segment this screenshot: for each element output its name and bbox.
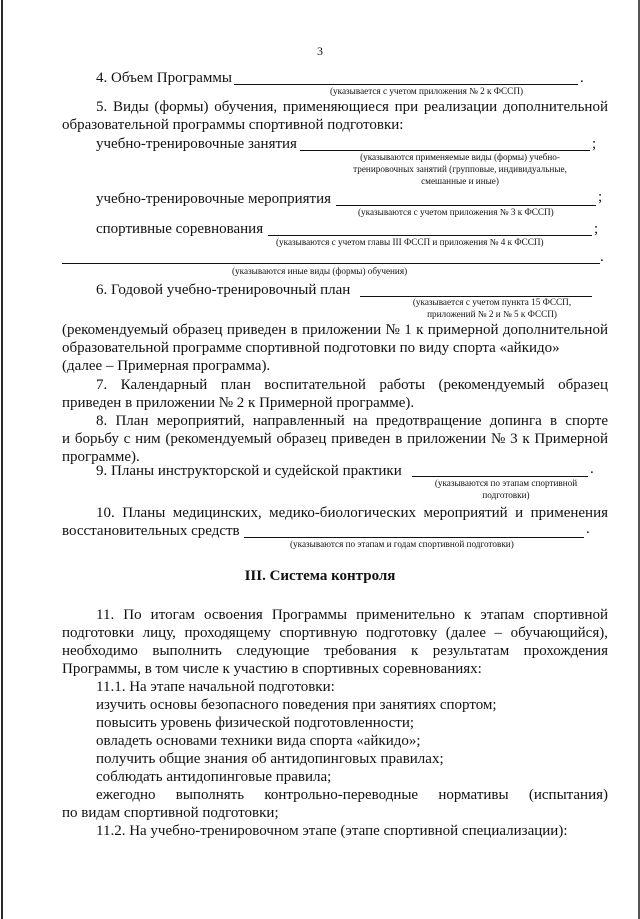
section-7-line-2: приведен в приложении № 2 к Примерной программе).	[62, 395, 415, 411]
section-10-label: восстановительных средств	[62, 523, 240, 539]
requirement-item-last-line-1: ежегодно выполнять контрольно-переводные нормативы (испытания)	[96, 787, 608, 803]
other-forms-end: .	[600, 249, 604, 265]
section-10-end: .	[586, 521, 590, 537]
section-10-note: (указываются по этапам и годам спортивной подготовки)	[290, 539, 514, 549]
competitions-fill-line	[268, 235, 592, 236]
section-9-end: .	[590, 461, 594, 477]
requirement-item: овладеть основами техники вида спорта «айкидо»;	[96, 733, 421, 749]
section-6-cont-2	[62, 339, 608, 357]
competitions-end: ;	[594, 221, 599, 237]
training-sessions-fill-line	[300, 150, 590, 151]
requirement-item: повысить уровень физической подготовленности;	[96, 715, 415, 731]
other-forms-note: (указываются иные виды (формы) обучения)	[232, 266, 408, 276]
training-events-end: ;	[598, 189, 603, 205]
section-7-line-1: 7. Календарный план воспитательной работы (рекомендуемый образец	[96, 377, 608, 393]
competitions-label: спортивные соревнования	[96, 221, 264, 237]
section-4-end: .	[580, 70, 584, 86]
section-9-note-2: подготовки)	[482, 490, 530, 500]
section-heading: III. Система контроля	[244, 568, 396, 584]
section-4-label: 4. Объем Программы	[96, 70, 232, 86]
section-6-note-2: приложений № 2 и № 5 к ФССП)	[427, 309, 557, 319]
section-10-line-1: 10. Планы медицинских, медико-биологических мероприятий и применения	[96, 505, 608, 521]
page-number: 3	[317, 44, 323, 58]
section-9-note-1: (указываются по этапам спортивной	[434, 478, 578, 488]
section-11-1-heading: 11.1. На этапе начальной подготовки:	[96, 679, 335, 695]
section-8-line-2: и борьбу с ним (рекомендуемый образец приведен в приложении № 3 к Примерной	[62, 431, 608, 447]
section-9-label: 9. Планы инструкторской и судейской практики	[96, 463, 402, 479]
section-11-line-4: Программы, в том числе к участию в спортивных соревнованиях:	[62, 661, 482, 677]
competitions-note: (указываются с учетом главы III ФССП и приложения № 4 к ФССП)	[276, 237, 544, 247]
requirement-item: изучить основы безопасного поведения при занятиях спортом;	[96, 697, 497, 713]
training-sessions-note-3: смешанные и иные)	[421, 176, 499, 186]
section-11-2-heading: 11.2. На учебно-тренировочном этапе (этапе спортивной специализации):	[96, 823, 568, 839]
training-sessions-end: ;	[592, 136, 597, 152]
training-sessions-label: учебно-тренировочные занятия	[96, 136, 297, 152]
requirement-item: получить общие знания об антидопинговых правилах;	[96, 751, 444, 767]
section-6-label: 6. Годовой учебно-тренировочный план	[96, 282, 351, 298]
scan-left-edge	[1, 0, 3, 919]
section-8-line-3: программе).	[62, 449, 140, 465]
section-11-line-1: 11. По итогам освоения Программы применительно к этапам спортивной	[96, 607, 608, 623]
training-events-fill-line	[336, 205, 596, 206]
training-sessions-note-2: тренировочных занятий (групповые, индивидуальные,	[353, 164, 567, 174]
other-forms-fill-line	[62, 263, 600, 264]
requirement-item: соблюдать антидопинговые правила;	[96, 769, 332, 785]
training-sessions-note-1: (указываются применяемые виды (формы) учебно-	[360, 152, 560, 162]
section-11-line-3: необходимо выполнить следующие требования к результатам прохождения	[62, 643, 608, 659]
section-8-line-1: 8. План мероприятий, направленный на предотвращение допинга в спорте	[96, 413, 608, 429]
requirement-item-last-line-2: по видам спортивной подготовки;	[62, 805, 279, 821]
section-6-cont-1: (рекомендуемый образец приведен в приложении № 1 к примерной дополнительной	[62, 322, 608, 338]
section-4-fill-line	[234, 84, 578, 85]
section-5-line-2: образовательной программы спортивной подготовки:	[62, 117, 404, 133]
section-4-note: (указывается с учетом приложения № 2 к ФССП)	[330, 86, 524, 96]
section-9-fill-line	[412, 476, 588, 477]
section-6-note-1: (указывается с учетом пункта 15 ФССП,	[412, 297, 572, 307]
training-events-note: (указываются с учетом приложения № 3 к ФССП)	[358, 207, 554, 217]
section-10-fill-line	[244, 537, 584, 538]
training-events-label: учебно-тренировочные мероприятия	[96, 191, 332, 207]
section-6-cont-2-text: образовательной программе спортивной подготовки по виду спорта «айкидо»	[62, 340, 560, 356]
section-6-cont-3: (далее – Примерная программа).	[62, 358, 271, 374]
section-5-line-1: 5. Виды (формы) обучения, применяющиеся при реализации дополнительной	[96, 99, 608, 115]
section-11-line-2: подготовки лицу, проходящему спортивную подготовку (далее – обучающийся),	[62, 625, 608, 641]
